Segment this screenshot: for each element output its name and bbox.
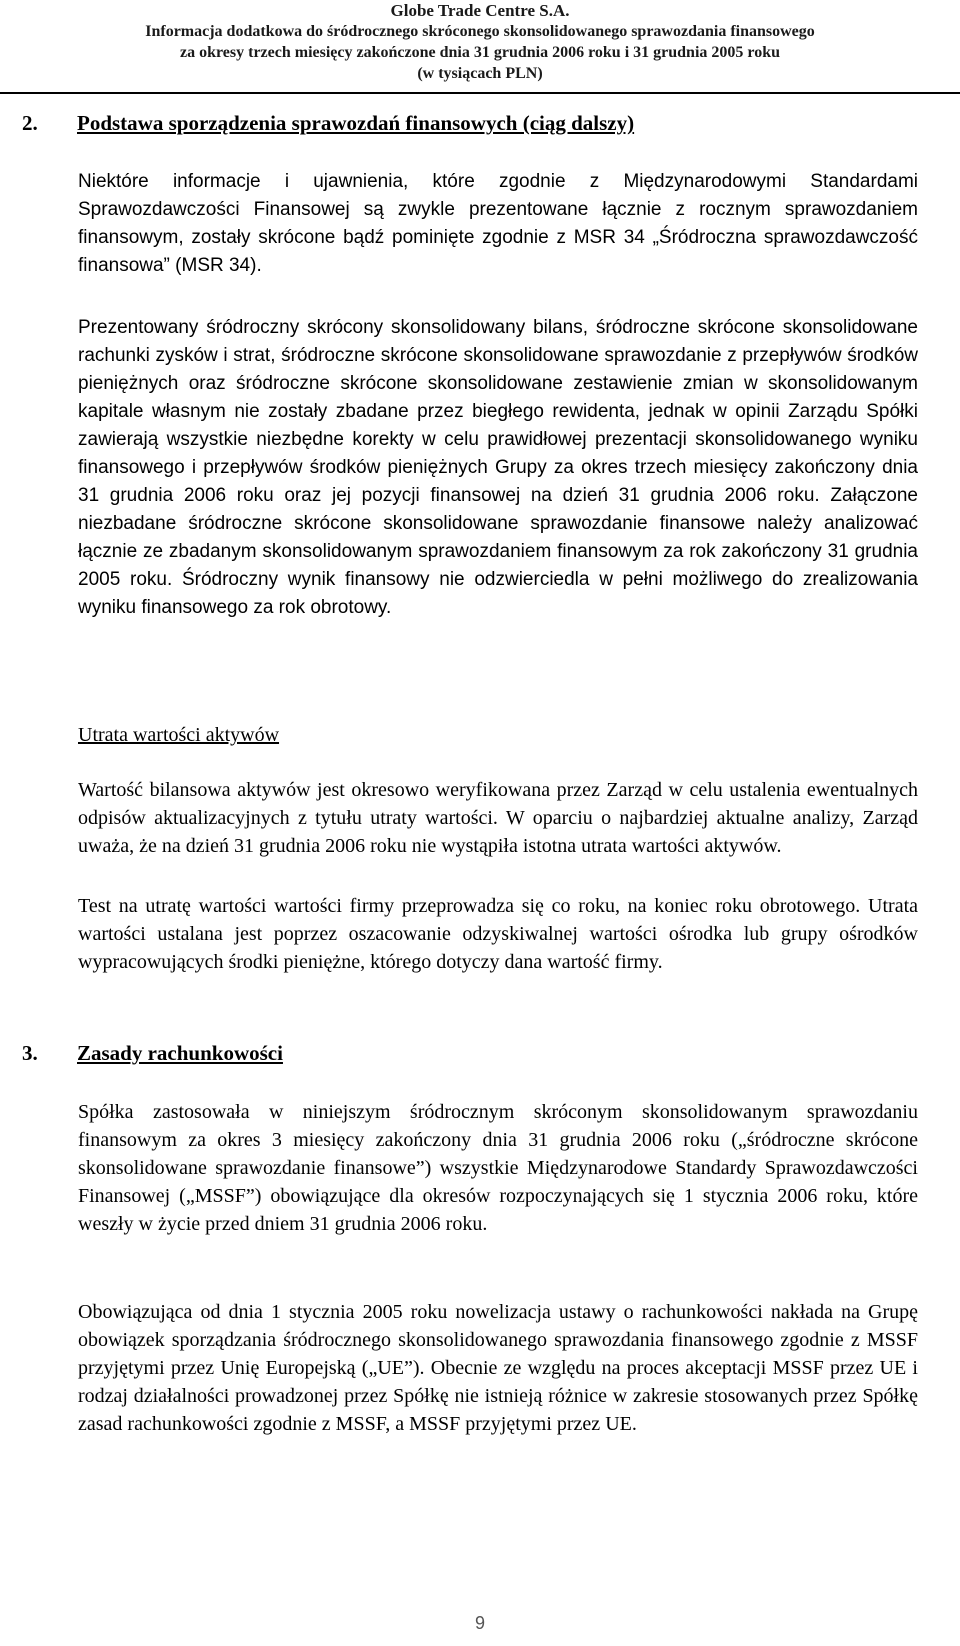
currency-units: (w tysiącach PLN): [417, 65, 543, 82]
section-2-title: Podstawa sporządzenia sprawozdań finansowych (ciąg dalszy): [77, 111, 635, 135]
section-3-number: 3.: [22, 1041, 38, 1065]
impairment-subheading: Utrata wartości aktywów: [78, 724, 280, 746]
section-3-paragraph-2: Obowiązująca od dnia 1 stycznia 2005 roku nowelizacja ustawy o rachunkowości nakłada na Grupę obowiązek sporządzania śródrocznego skonsolidowanego sprawozdania finansowego zgodnie z MSSF przyjętymi przez Unię Europejską („UE”). Obecnie ze względu na proces akceptacji MSSF przez UE i rodzaj działalności prowadzonej przez Spółkę nie istnieją różnice w zakresie stosowanych przez Spółkę zasad rachunkowości zgodnie z MSSF, a MSSF przyjętymi przez UE.: [78, 1301, 918, 1435]
section-2-heading: [22, 110, 634, 136]
document-title: Informacja dodatkowa do śródrocznego skróconego skonsolidowanego sprawozdania finansowego: [145, 23, 815, 40]
section-2-number: 2.: [22, 111, 38, 135]
section-2-paragraph-1: Niektóre informacje i ujawnienia, które zgodnie z Międzynarodowymi Standardami Sprawozdawczości Finansowej są zwykle prezentowane łącznie z rocznym sprawozdaniem finansowym, zostały skrócone bądź pominięte zgodnie z MSR 34 „Śródroczna sprawozdawczość finansowa” (MSR 34).: [78, 171, 918, 276]
company-name: Globe Trade Centre S.A.: [390, 1, 570, 20]
document-period: za okresy trzech miesięcy zakończone dnia 31 grudnia 2006 roku i 31 grudnia 2005 roku: [179, 44, 780, 61]
section-3-paragraph-1: Spółka zastosowała w niniejszym śródrocznym skróconym skonsolidowanym sprawozdaniu finansowym za okres 3 miesięcy zakończony dnia 31 grudnia 2006 roku („śródroczne skrócone skonsolidowane sprawozdanie finansowe”) wszystkie Międzynarodowe Standardy Sprawozdawczości Finansowej („MSSF”) obowiązujące dla okresów rozpoczynających się 1 stycznia 2006 roku, które weszły w życie przed dniem 31 grudnia 2006 roku.: [78, 1101, 918, 1235]
section-2-paragraph-2: Prezentowany śródroczny skrócony skonsolidowany bilans, śródroczne skrócone skonsolidowane rachunki zysków i strat, śródroczne skrócone skonsolidowane sprawozdanie z przepływów środków pieniężnych oraz śródroczne skrócone skonsolidowane zestawienie zmian w skonsolidowanym kapitale własnym nie zostały zbadane przez biegłego rewidenta, jednak w opinii Zarządu Spółki zawierają wszystkie niezbędne korekty w celu prawidłowej prezentacji skonsolidowanego wyniku finansowego i przepływów środków pieniężnych Grupy za okres trzech miesięcy zakończony dnia 31 grudnia 2006 roku oraz jej pozycji finansowej na dzień 31 grudnia 2006 roku. Załączone niezbadane śródroczne skrócone skonsolidowane sprawozdanie finansowe należy analizować łącznie ze zbadanym skonsolidowanym sprawozdaniem finansowym za rok zakończony 31 grudnia 2005 roku. Śródroczny wynik finansowy nie odzwierciedla w pełni możliwego do zrealizowania wyniku finansowego za rok obrotowy.: [78, 317, 918, 618]
header-divider: [0, 92, 960, 94]
section-3-heading: [22, 1040, 283, 1066]
page-header: [0, 0, 960, 84]
impairment-paragraph-1: Wartość bilansowa aktywów jest okresowo weryfikowana przez Zarząd w celu ustalenia ewentualnych odpisów aktualizacyjnych z tytułu utraty wartości. W oparciu o najbardziej aktualne analizy, Zarząd uważa, że na dzień 31 grudnia 2006 roku nie wystąpiła istotna utrata wartości aktywów.: [78, 779, 918, 857]
impairment-paragraph-2: Test na utratę wartości wartości firmy przeprowadza się co roku, na koniec roku obrotowego. Utrata wartości ustalana jest poprzez oszacowanie odzyskiwalnej wartości ośrodka lub grupy ośrodków wypracowujących środki pieniężne, którego dotyczy dana wartość firmy.: [78, 895, 918, 973]
section-3-title: Zasady rachunkowości: [77, 1041, 283, 1065]
page-number: 9: [474, 1613, 485, 1633]
